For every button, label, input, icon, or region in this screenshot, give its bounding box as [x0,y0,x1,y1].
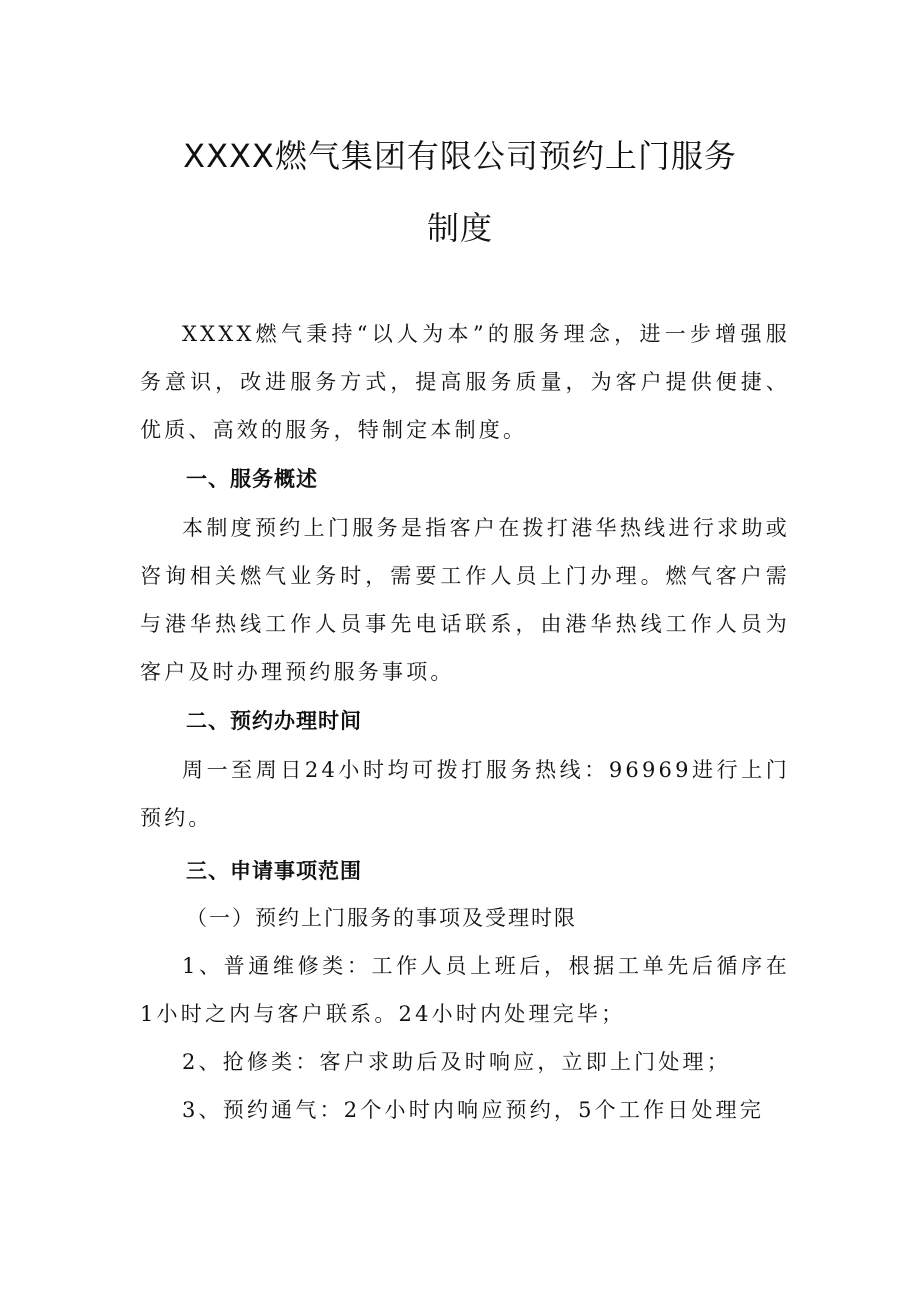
document-title-line-2: 制度 [426,209,493,247]
intro-paragraph: XXXX燃气秉持“以人为本”的服务理念，进一步增强服务意识，改进服务方式，提高服务质量，为客户提供便捷、优质、高效的服务，特制定本制度。 [140,322,790,442]
section-3-heading: 三、申请事项范围 [186,859,362,883]
document-title-line-1: XXXX燃气集团有限公司预约上门服务 [183,137,737,175]
section-3-subheading: （一）预约上门服务的事项及受理时限 [186,906,577,930]
section-1-heading: 一、服务概述 [186,467,318,491]
section-2-body: 周一至周日24小时均可拨打服务热线：96969进行上门预约。 [140,758,790,830]
section-3-item-3: 3、预约通气：2个小时内响应预约，5个工作日处理完 [182,1098,765,1122]
section-3-item-1: 1、普通维修类：工作人员上班后，根据工单先后循序在1小时之内与客户联系。24小时内处理完毕； [140,954,790,1026]
section-3-item-2: 2、抢修类：客户求助后及时响应，立即上门处理； [182,1050,731,1074]
section-1-body: 本制度预约上门服务是指客户在拨打港华热线进行求助或咨询相关燃气业务时，需要工作人员上门办理。燃气客户需与港华热线工作人员事先电话联系，由港华热线工作人员为客户及时办理预约服务事项。 [140,516,790,684]
section-2-heading: 二、预约办理时间 [186,709,362,733]
